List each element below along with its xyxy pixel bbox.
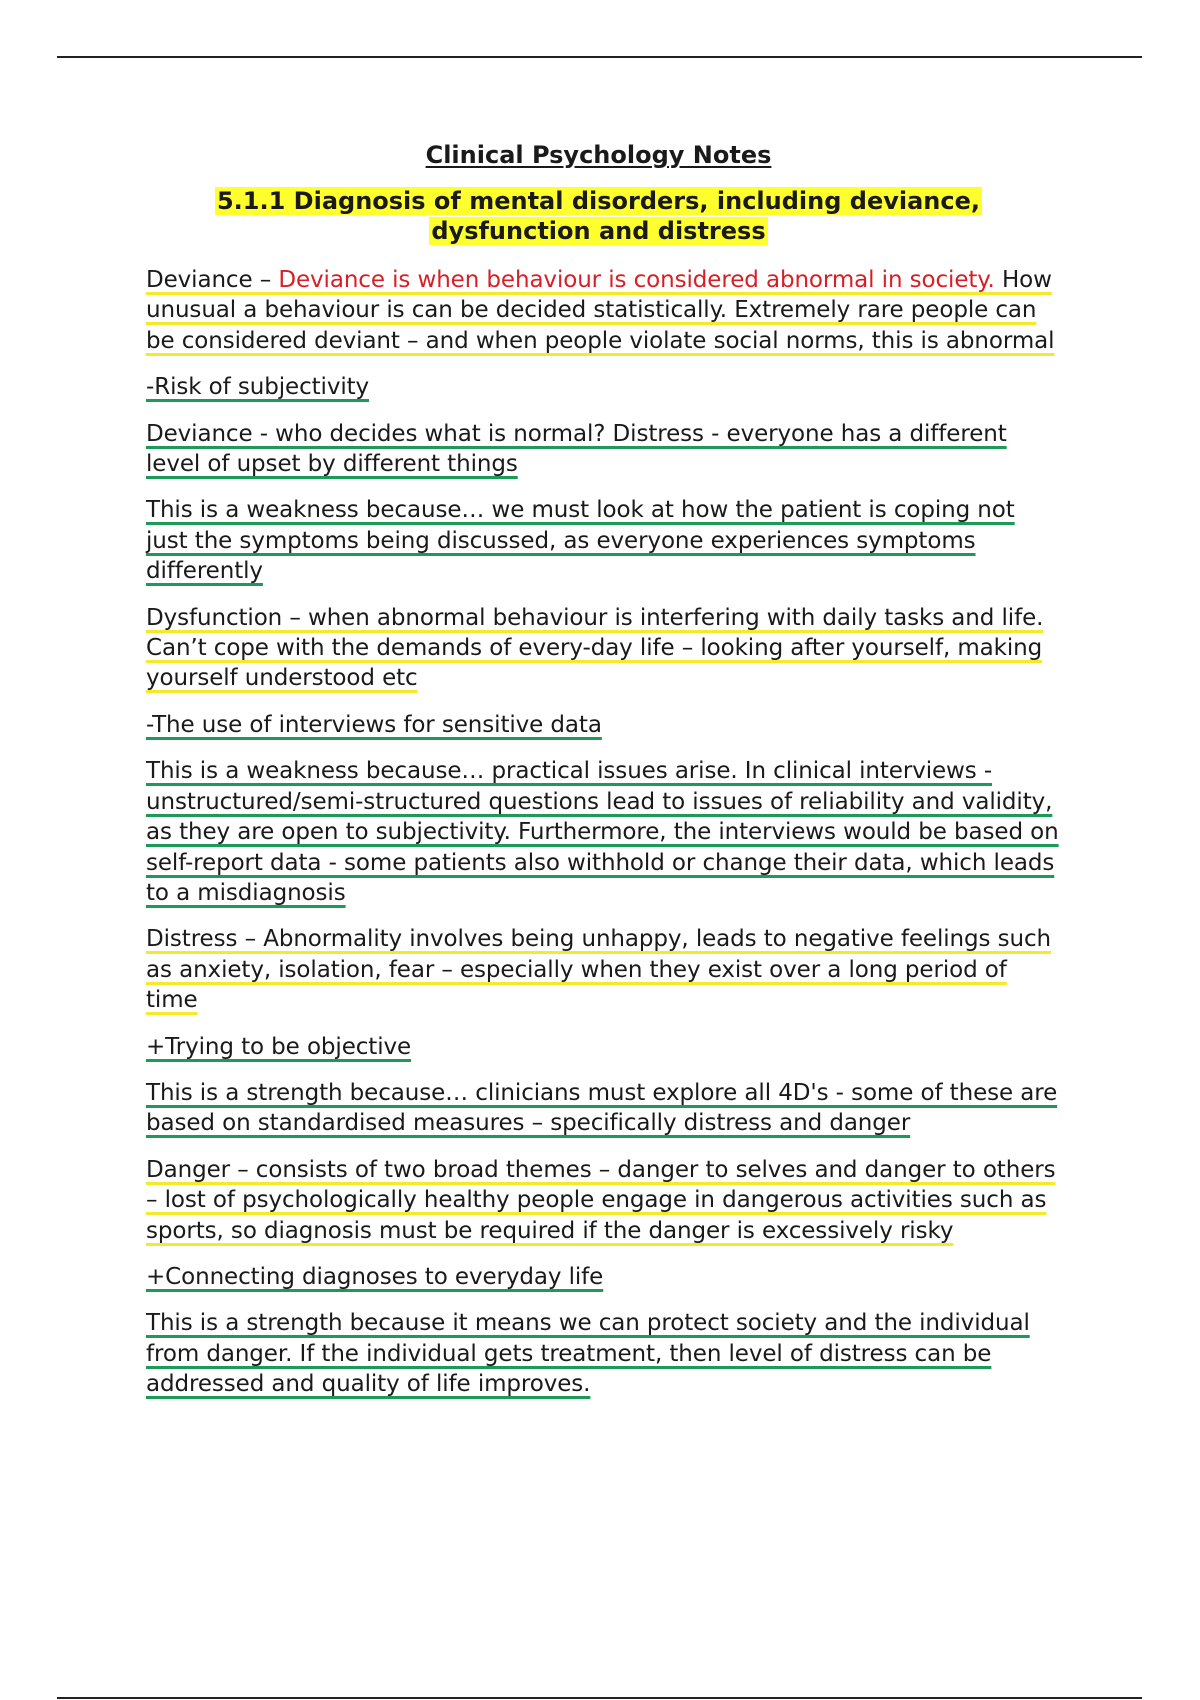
section-heading (146, 186, 1051, 246)
definition-highlight: Deviance is when behaviour is considered abnormal in society. (278, 267, 995, 293)
definition-term: Deviance – (146, 267, 279, 293)
paragraph-deviance-definition (146, 265, 1061, 356)
section-heading-line-2: dysfunction and distress (431, 217, 766, 245)
evaluation-detail: This is a strength because it means we can protect society and the individual from danger. If the individual gets treatment, then level of distress can be addressed and quality of life improves. (146, 1310, 1030, 1398)
paragraph-dysfunction-definition: Dysfunction – when abnormal behaviour is interfering with daily tasks and life. Can’t cope with the demands of every-day life – looking after yourself, making yourself understood etc (146, 604, 1044, 692)
evaluation-point: +Connecting diagnoses to everyday life (146, 1263, 604, 1290)
evaluation-point: -The use of interviews for sensitive data (146, 711, 602, 738)
notes-body (146, 265, 1061, 1416)
section-heading-line-1: 5.1.1 Diagnosis of mental disorders, including deviance, (216, 187, 981, 215)
paragraph-distress-definition: Distress – Abnormality involves being unhappy, leads to negative feelings such as anxiety, isolation, fear – especially when they exist over a long period of time (146, 926, 1051, 1014)
evaluation-detail: This is a weakness because… practical issues arise. In clinical interviews - unstructured/semi-structured questions lead to issues of reliability and validity, as they are open to subjectivity. Furthermore, the interviews would be based on self-report data - some patients also withhold or change their data, which leads to a misdiagnosis (146, 758, 1059, 906)
evaluation-detail: Deviance - who decides what is normal? Distress - everyone has a different level of upset by different things (146, 420, 1007, 478)
evaluation-point: +Trying to be objective (146, 1033, 412, 1060)
evaluation-detail: This is a strength because… clinicians must explore all 4D's - some of these are based on standardised measures – specifically distress and danger (146, 1079, 1058, 1137)
evaluation-point: -Risk of subjectivity (146, 374, 370, 401)
header-rule (57, 56, 1142, 58)
definition-text: How unusual a behaviour is can be decided statistically. Extremely rare people can be considered deviant – and when people violate social norms, this is abnormal (146, 267, 1055, 354)
footer-rule (57, 1697, 1142, 1699)
title-block (146, 140, 1051, 246)
document-title: Clinical Psychology Notes (425, 141, 772, 169)
evaluation-detail: This is a weakness because… we must look at how the patient is coping not just the symptoms being discussed, as everyone experiences symptoms differently (146, 497, 1015, 585)
paragraph-danger-definition: Danger – consists of two broad themes – danger to selves and danger to others – lost of psychologically healthy people engage in dangerous activities such as sports, so diagnosis must be required if the danger is excessively risky (146, 1156, 1056, 1244)
